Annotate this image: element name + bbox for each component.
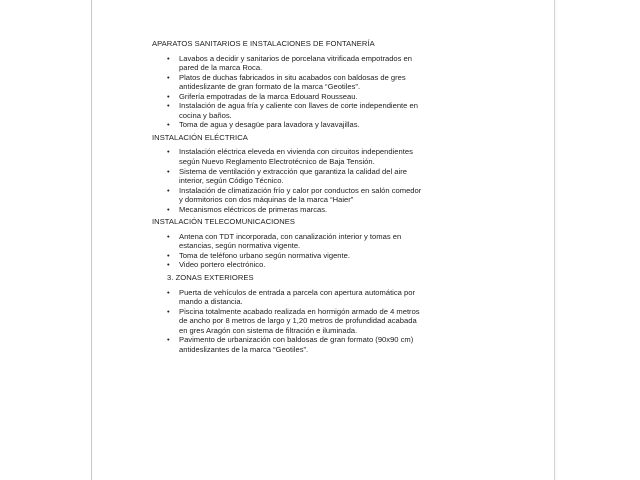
list-item-line: Antena con TDT incorporada, con canalización interior y tomas en xyxy=(179,231,402,241)
list-item-line: antideslizante de gran formato de la marca “Geotiles”. xyxy=(179,82,361,92)
list-item xyxy=(152,251,492,261)
section-title-telecomunicaciones: INSTALACIÓN TELECOMUNICACIONES xyxy=(152,217,295,227)
list-item xyxy=(152,232,492,251)
list-item-line: Toma de agua y desagüe para lavadora y lavavajillas. xyxy=(179,120,360,130)
list-item-line: Instalación de climatización frío y calor por conductos en salón comedor xyxy=(179,185,422,195)
list-item xyxy=(152,92,492,102)
list-item xyxy=(152,186,492,205)
list-item xyxy=(152,73,492,92)
list-item-line: de ancho por 8 metros de largo y 1,20 metros de profundidad acabada xyxy=(179,316,417,326)
bullet-list-fontaneria xyxy=(152,54,492,130)
list-item-line: antideslizantes de la marca “Geotiles”. xyxy=(179,344,309,354)
list-item-line: Instalación de agua fría y caliente con llaves de corte independiente en xyxy=(179,101,418,111)
list-item-line: Grifería empotradas de la marca Edouard Rousseau. xyxy=(179,91,358,101)
list-item xyxy=(152,167,492,186)
list-item-line: pared de la marca Roca. xyxy=(179,63,263,73)
list-item-line: Sistema de ventilación y extracción que garantiza la calidad del aire xyxy=(179,166,407,176)
list-item xyxy=(152,101,492,120)
list-item-line: mando a distancia. xyxy=(179,297,243,307)
list-item xyxy=(152,120,492,130)
section-title-zonas-exteriores: 3. ZONAS EXTERIORES xyxy=(167,273,254,283)
list-item-line: Toma de teléfono urbano según normativa vigente. xyxy=(179,250,350,260)
list-item-line: cocina y baños. xyxy=(179,110,232,120)
list-item-line: en gres Aragón con sistema de filtración e iluminada. xyxy=(179,325,358,335)
list-item-line: Mecanismos eléctricos de primeras marcas. xyxy=(179,204,328,214)
list-item-line: Lavabos a decidir y sanitarios de porcelana vitrificada empotrados en xyxy=(179,53,413,63)
list-item-line: estancias, según normativa vigente. xyxy=(179,241,301,251)
list-item xyxy=(152,260,492,270)
page-left-edge xyxy=(91,0,92,480)
list-item-line: Instalación eléctrica eleveda en vivienda con circuitos independientes xyxy=(179,147,413,157)
list-item-line: Video portero electrónico. xyxy=(179,260,266,270)
list-item xyxy=(152,288,492,307)
list-item xyxy=(152,54,492,73)
list-item-line: Platos de duchas fabricados in situ acabados con baldosas de gres xyxy=(179,72,406,82)
list-item xyxy=(152,147,492,166)
bullet-list-electrica xyxy=(152,147,492,214)
document-page-content xyxy=(152,39,492,357)
page-right-edge xyxy=(554,0,555,480)
list-item-line: interior, según Código Técnico. xyxy=(179,176,284,186)
list-item-line: y dormitorios con dos máquinas de la marca “Haier” xyxy=(179,195,354,205)
list-item xyxy=(152,335,492,354)
list-item-line: Piscina totalmente acabado realizada en hormigón armado de 4 metros xyxy=(179,306,420,316)
list-item-line: según Nuevo Reglamento Electrotécnico de Baja Tensión. xyxy=(179,157,375,167)
section-title-electrica: INSTALACIÓN ELÉCTRICA xyxy=(152,132,248,142)
list-item xyxy=(152,205,492,215)
list-item-line: Pavimento de urbanización con baldosas de gran formato (90x90 cm) xyxy=(179,335,414,345)
bullet-list-telecomunicaciones xyxy=(152,232,492,270)
list-item xyxy=(152,307,492,336)
section-title-fontaneria: APARATOS SANITARIOS E INSTALACIONES DE FONTANERÍA xyxy=(152,39,375,48)
bullet-list-zonas-exteriores xyxy=(152,288,492,355)
list-item-line: Puerta de vehículos de entrada a parcela con apertura automática por xyxy=(179,287,415,297)
